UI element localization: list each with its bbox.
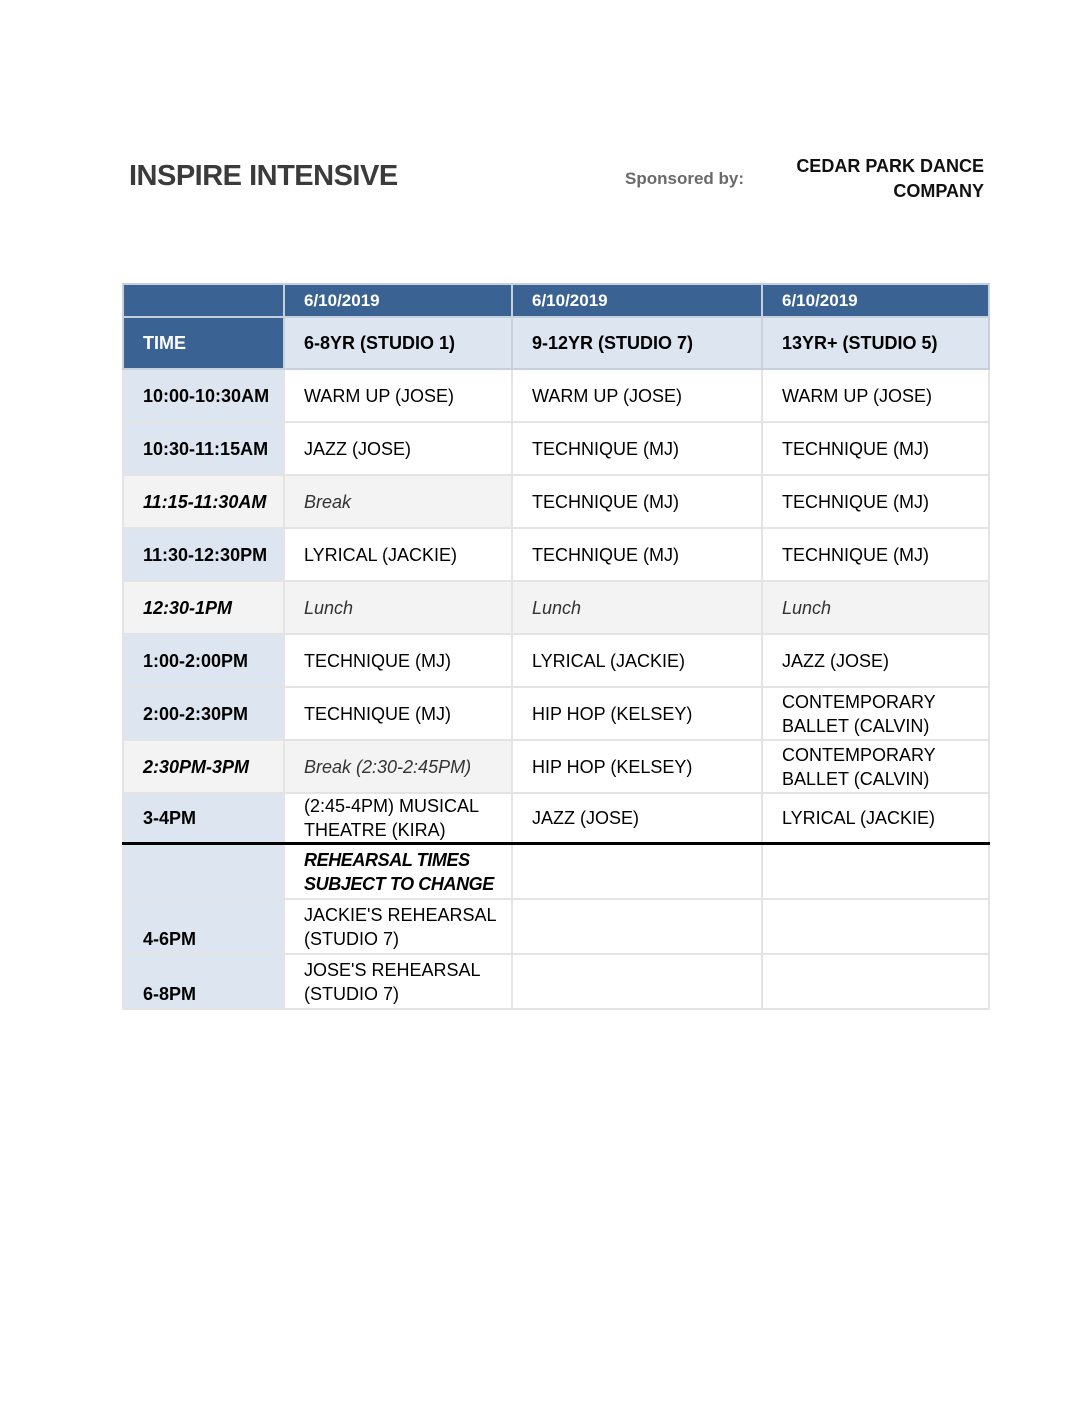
empty-cell xyxy=(762,899,989,954)
rehearsal-note-row xyxy=(123,844,989,900)
table-row xyxy=(123,475,989,528)
class-cell: JAZZ (JOSE) xyxy=(762,634,989,687)
date-header-cell: 6/10/2019 xyxy=(284,284,512,317)
class-cell: TECHNIQUE (MJ) xyxy=(284,687,512,740)
time-cell: 11:15-11:30AM xyxy=(123,475,284,528)
class-cell: HIP HOP (KELSEY) xyxy=(512,687,762,740)
class-cell: TECHNIQUE (MJ) xyxy=(762,475,989,528)
rehearsal-note: REHEARSAL TIMES SUBJECT TO CHANGE xyxy=(284,844,512,900)
schedule-table xyxy=(122,283,990,1010)
date-header-cell: 6/10/2019 xyxy=(512,284,762,317)
sponsor-line-2: COMPANY xyxy=(893,181,984,201)
time-cell: 6-8PM xyxy=(123,954,284,1009)
class-cell: TECHNIQUE (MJ) xyxy=(512,422,762,475)
break-cell: Break (2:30-2:45PM) xyxy=(284,740,512,793)
table-row xyxy=(123,528,989,581)
empty-cell xyxy=(512,844,762,900)
class-cell: TECHNIQUE (MJ) xyxy=(512,475,762,528)
class-cell: JAZZ (JOSE) xyxy=(284,422,512,475)
class-cell: (2:45-4PM) MUSICAL THEATRE (KIRA) xyxy=(284,793,512,844)
page-title: INSPIRE INTENSIVE xyxy=(129,160,398,192)
class-cell: LYRICAL (JACKIE) xyxy=(762,793,989,844)
class-cell: TECHNIQUE (MJ) xyxy=(762,528,989,581)
rehearsal-cell: JACKIE'S REHEARSAL (STUDIO 7) xyxy=(284,899,512,954)
time-cell: 11:30-12:30PM xyxy=(123,528,284,581)
class-cell: HIP HOP (KELSEY) xyxy=(512,740,762,793)
time-cell: 3-4PM xyxy=(123,793,284,844)
time-cell: 2:00-2:30PM xyxy=(123,687,284,740)
class-cell: CONTEMPORARY BALLET (CALVIN) xyxy=(762,687,989,740)
break-cell: Lunch xyxy=(284,581,512,634)
empty-cell xyxy=(512,899,762,954)
time-cell: 4-6PM xyxy=(123,899,284,954)
table-row xyxy=(123,687,989,740)
class-cell: CONTEMPORARY BALLET (CALVIN) xyxy=(762,740,989,793)
empty-cell xyxy=(762,844,989,900)
class-cell: LYRICAL (JACKIE) xyxy=(284,528,512,581)
class-cell: WARM UP (JOSE) xyxy=(512,369,762,422)
class-cell: WARM UP (JOSE) xyxy=(284,369,512,422)
class-cell: TECHNIQUE (MJ) xyxy=(284,634,512,687)
break-cell: Lunch xyxy=(762,581,989,634)
time-cell: 10:30-11:15AM xyxy=(123,422,284,475)
break-cell: Lunch xyxy=(512,581,762,634)
sponsor-line-1: CEDAR PARK DANCE xyxy=(796,156,984,176)
sponsored-label: Sponsored by: xyxy=(625,169,745,188)
group-header-row xyxy=(123,317,989,369)
date-header-row xyxy=(123,284,989,317)
table-row xyxy=(123,422,989,475)
class-cell: JAZZ (JOSE) xyxy=(512,793,762,844)
rehearsal-row xyxy=(123,954,989,1009)
rehearsal-cell: JOSE'S REHEARSAL (STUDIO 7) xyxy=(284,954,512,1009)
date-header-blank xyxy=(123,284,284,317)
table-row xyxy=(123,634,989,687)
rehearsal-row xyxy=(123,899,989,954)
table-row xyxy=(123,369,989,422)
break-cell: Break xyxy=(284,475,512,528)
sponsor-name xyxy=(770,154,984,204)
table-row xyxy=(123,793,989,844)
table-row xyxy=(123,581,989,634)
empty-cell xyxy=(512,954,762,1009)
group-header-cell: 6-8YR (STUDIO 1) xyxy=(284,317,512,369)
class-cell: WARM UP (JOSE) xyxy=(762,369,989,422)
class-cell: TECHNIQUE (MJ) xyxy=(762,422,989,475)
time-cell-blank xyxy=(123,844,284,900)
table-row xyxy=(123,740,989,793)
class-cell: LYRICAL (JACKIE) xyxy=(512,634,762,687)
time-cell: 10:00-10:30AM xyxy=(123,369,284,422)
class-cell: TECHNIQUE (MJ) xyxy=(512,528,762,581)
time-header: TIME xyxy=(123,317,284,369)
group-header-cell: 13YR+ (STUDIO 5) xyxy=(762,317,989,369)
time-cell: 12:30-1PM xyxy=(123,581,284,634)
empty-cell xyxy=(762,954,989,1009)
time-cell: 1:00-2:00PM xyxy=(123,634,284,687)
time-cell: 2:30PM-3PM xyxy=(123,740,284,793)
date-header-cell: 6/10/2019 xyxy=(762,284,989,317)
group-header-cell: 9-12YR (STUDIO 7) xyxy=(512,317,762,369)
